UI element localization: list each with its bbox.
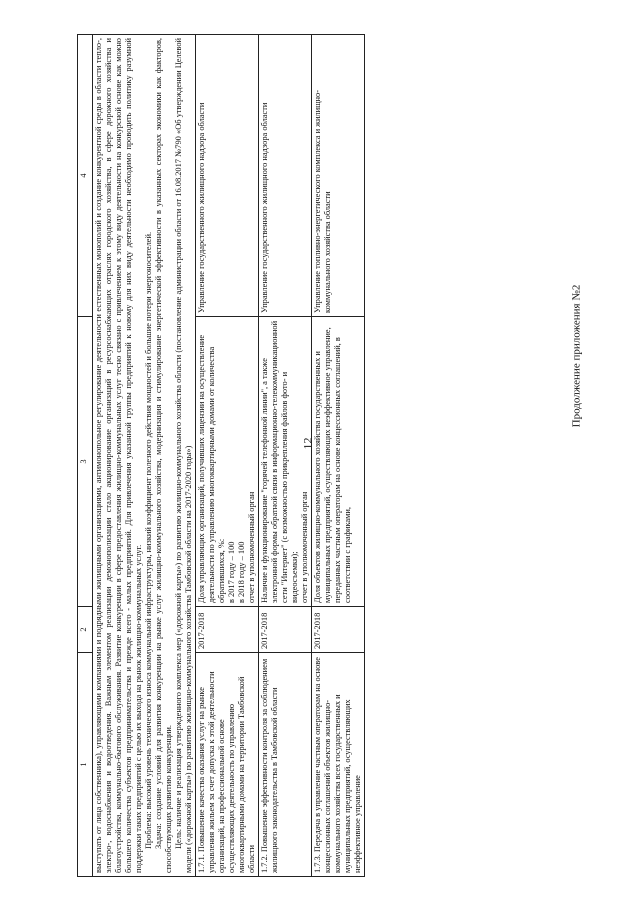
intro-cell — [93, 35, 196, 877]
responsible-cell: Управление топливно-энергетического комплекса и жилищно-коммунального хозяйства области — [312, 35, 365, 317]
period-cell: 2017-2018 — [196, 607, 259, 653]
rotated-table-frame — [77, 35, 539, 877]
period-cell: 2017-2018 — [312, 607, 365, 653]
page-number: 12 — [300, 437, 315, 450]
measure-cell: 1.7.1. Повышение качества оказания услуг на рынке управления жильем за счет допуска к этой деятельности организаций, на профессиональной основе осуществляющих деятельность по управлению многоквартирными домами на территории Тамбовской области — [196, 653, 259, 877]
indicator-cell — [259, 317, 312, 607]
table-row — [312, 35, 365, 877]
indicator-line: Доля управляющих организаций, получивших лицензии на осуществление деятельности по управлению многоквартирными домами от количества обратившихся, %: — [197, 334, 226, 603]
header-cell-2: 2 — [78, 607, 93, 653]
indicator-line: отчет в уполномоченный орган — [247, 491, 256, 603]
indicator-line: в 2018 году – 100 — [237, 541, 246, 603]
measures-table — [77, 34, 365, 877]
responsible-cell: Управление государственного жилищного надзора области — [259, 35, 312, 317]
goal-text: Цель: наличие и реализация утвержденного комплекса мер («дорожной карты») по развитию жилищно-коммунального хозяйства области (постановление администрации области от 16.08.2017 №790 «Об утверждении Целевой модели («дорожной карты») по развитию жилищно-коммунального хозяйства Тамбовской области на 2017-2020 годы») — [174, 38, 193, 873]
measure-cell: 1.7.2. Повышение эффективности контроля за соблюдением жилищного законодательства в Тамбовской области — [259, 653, 312, 877]
indicator-line: Доля объектов жилищно-коммунального хозяйства государственных и муниципальных предприятий, осуществляющих неэффективное управление, переданных частным операторам на основе концессионных соглашений, в соответствии с графиками, — [313, 327, 352, 603]
task-text: Задача: создание условий для развития конкуренции на рынке услуг жилищно-коммунального хозяйства, модернизация и стимулирование энергетической эффективности в указанных секторах экономики как факторов, способствующих развитию конкуренции. — [154, 38, 173, 873]
header-cell-4: 4 — [78, 35, 93, 317]
header-cell-3: 3 — [78, 317, 93, 607]
indicator-line: в 2017 году – 100 — [227, 541, 236, 603]
intro-paragraph: выступать от лица собственника), управляющими компаниями и подрядными жилищными организациями, антимонопольное регулирование деятельности естественных монополий и создание конкурентной среды в области тепло-, электро-, водоснабжения и водоотведения. Важным элементом реализации демонополизации стало акционирование организаций в ресурсоснабжающих отраслях городского хозяйства, в сфере дорожного хозяйства и благоустройства, коммунально-бытового обслуживания. Развитие конкуренции в сфере предоставления жилищно-коммунальных услуг тесно связано с привлечением к этому виду деятельности на конкурсной основе как можно большего количества субъектов предпринимательства и прежде всего - малых предприятий. Для привлечения указанной группы предприятий к новому для них виду деятельности необходимо проводить политику разумной поддержки таких предприятий с целью их выхода на рынок жилищно-коммунальных услуг. — [94, 38, 143, 873]
header-row — [78, 35, 93, 877]
responsible-cell: Управление государственного жилищного надзора области — [196, 35, 259, 317]
period-cell: 2017-2018 — [259, 607, 312, 653]
table-row — [196, 35, 259, 877]
appendix-caption: Продолжение приложения №2 — [570, 284, 583, 428]
table-row — [259, 35, 312, 877]
measure-cell: 1.7.3. Передача в управление частным операторам на основе концессионных соглашений объектов жилищно-коммунального хозяйства всех государственных и муниципальных предприятий, осуществляющих неэффективное управление — [312, 653, 365, 877]
indicator-line: Наличие и функционирование "горячей телефонной линии", а также электронной формы обратной связи в информационно-телекоммуникационной сети "Интернет" (с возможностью прикрепления файлов фото- и видеосъемки); — [260, 320, 299, 603]
indicator-cell — [312, 317, 365, 607]
indicator-line: отчет в уполномоченный орган — [300, 491, 309, 603]
intro-row — [93, 35, 196, 877]
indicator-cell — [196, 317, 259, 607]
header-cell-1: 1 — [78, 653, 93, 877]
problem-text: Проблема: высокий уровень технического износа коммунальной инфраструктуры, низкий коэффициент полезного действия мощностей и большие потери энергоносителей. — [144, 231, 153, 849]
